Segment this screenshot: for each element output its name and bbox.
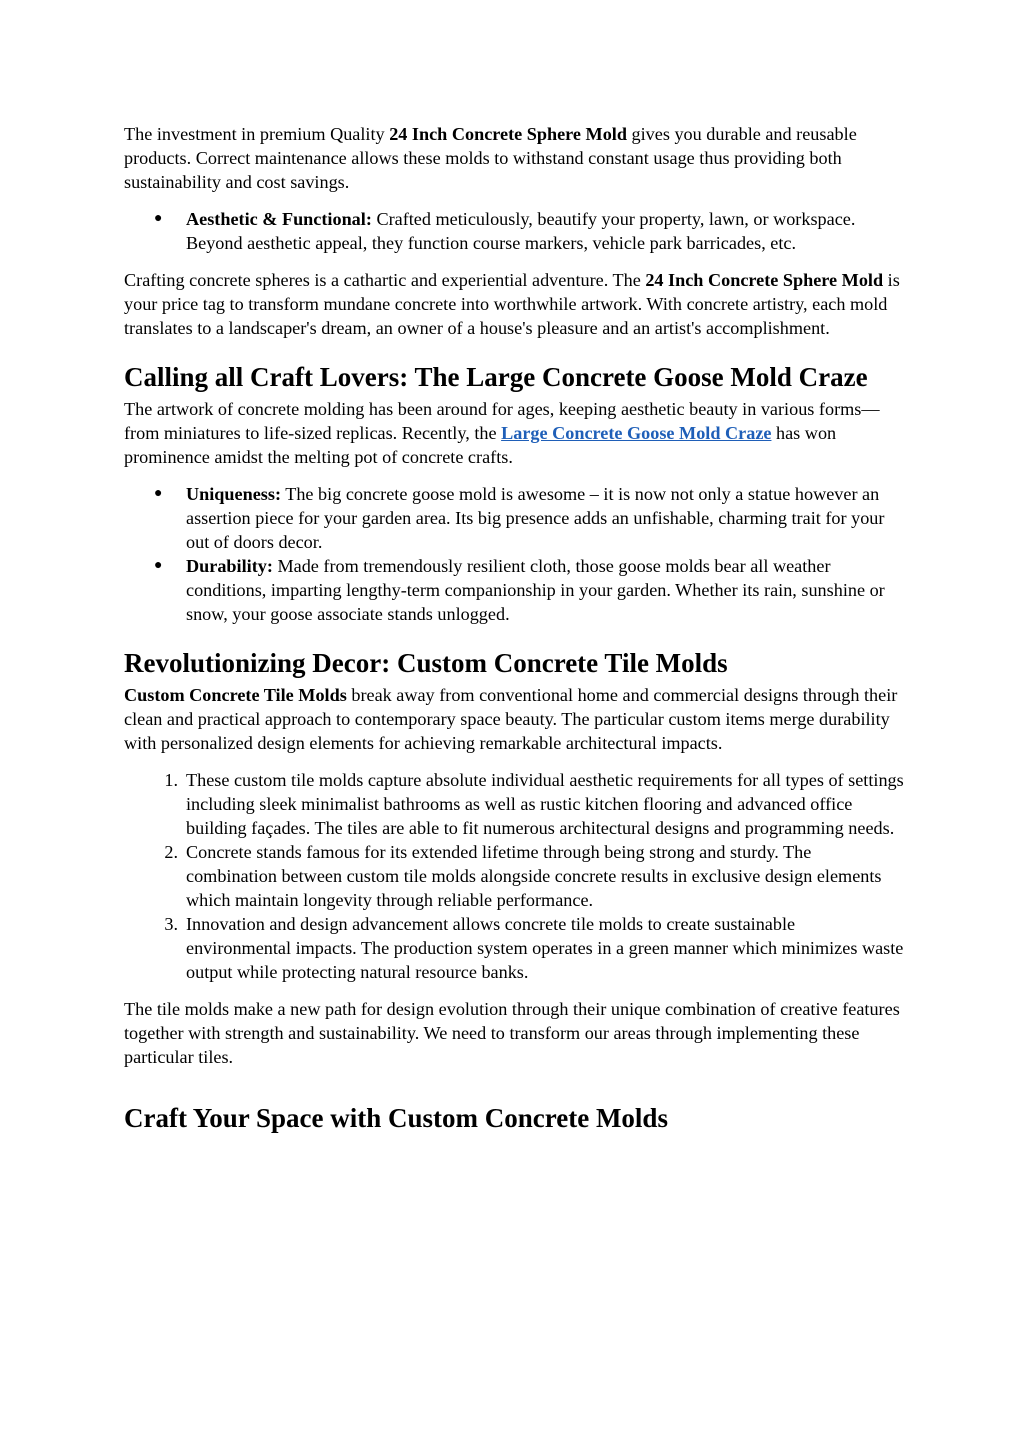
list-item [124, 554, 904, 626]
bold-product-name: Custom Concrete Tile Molds [124, 685, 347, 705]
list-number: 2. [164, 842, 178, 862]
list-text: Innovation and design advancement allows concrete tile molds to create sustainable environmental impacts. The production system operates in a green manner which minimizes waste output while protecting natural resource banks. [186, 914, 904, 982]
bold-product-name: 24 Inch Concrete Sphere Mold [645, 270, 884, 290]
list-number: 1. [164, 770, 178, 790]
text-span: gives you durable and reusable products. Correct maintenance allows these molds to withstand constant usage thus providing both sustainability and cost savings. [124, 124, 857, 192]
bullet-text: Made from tremendously resilient cloth, those goose molds bear all weather conditions, imparting lengthy-term companionship in your garden. Whether its rain, sunshine or snow, your goose associate stands unlogged. [186, 556, 885, 624]
text-span: is your price tag to transform mundane concrete into worthwhile artwork. With concrete artistry, each mold translates to a landscaper's dream, an owner of a house's pleasure and an artist's accomplishment. [124, 270, 900, 338]
list-item [124, 840, 904, 912]
text-span: The artwork of concrete molding has been around for ages, keeping aesthetic beauty in various forms— from miniatures to life-sized replicas. Recently, the [124, 399, 880, 443]
list-item [124, 207, 904, 255]
bullet-icon: ● [154, 211, 163, 226]
heading-goose: Calling all Craft Lovers: The Large Concrete Goose Mold Craze [124, 362, 868, 392]
list-number: 3. [164, 914, 178, 934]
text-span: The investment in premium Quality [124, 124, 390, 144]
goose-bullet-list [124, 482, 904, 626]
goose-paragraph [124, 397, 904, 469]
goose-mold-link[interactable]: Large Concrete Goose Mold Craze [501, 423, 772, 443]
bullet-text: Crafted meticulously, beautify your property, lawn, or workspace. Beyond aesthetic appeal, they function course markers, vehicle park barricades, etc. [186, 209, 856, 253]
text-span: has won prominence amidst the melting pot of concrete crafts. [124, 423, 837, 467]
bullet-icon: ● [154, 558, 163, 573]
list-item [124, 912, 904, 984]
list-item [124, 482, 904, 554]
bullet-label: Durability: [186, 556, 273, 576]
intro-paragraph-2 [124, 268, 904, 340]
bold-product-name: 24 Inch Concrete Sphere Mold [389, 124, 627, 144]
text-span: break away from conventional home and commercial designs through their clean and practical approach to contemporary space beauty. The particular custom items merge durability with personalized design elements for achieving remarkable architectural impacts. [124, 685, 898, 753]
document-page [124, 122, 904, 1138]
bullet-icon: ● [154, 486, 163, 501]
intro-bullet-list [124, 207, 904, 255]
intro-paragraph-1 [124, 122, 904, 194]
bullet-label: Aesthetic & Functional: [186, 209, 372, 229]
list-item [124, 768, 904, 840]
text-span: Crafting concrete spheres is a cathartic and experiential adventure. The [124, 270, 646, 290]
list-text: These custom tile molds capture absolute individual aesthetic requirements for all types of settings including sleek minimalist bathrooms as well as rustic kitchen flooring and advanced office building façades. The tiles are able to fit numerous architectural designs and programming needs. [186, 770, 904, 838]
tile-numbered-list [124, 768, 904, 984]
tile-paragraph-2: The tile molds make a new path for design evolution through their unique combination of creative features together with strength and sustainability. We need to transform our areas through implementing these particular tiles. [124, 999, 900, 1067]
tile-paragraph-1 [124, 683, 904, 755]
bullet-text: The big concrete goose mold is awesome – it is now not only a statue however an assertion piece for your garden area. Its big presence adds an unfishable, charming trait for your out of doors decor. [186, 484, 885, 552]
list-text: Concrete stands famous for its extended lifetime through being strong and sturdy. The combination between custom tile molds alongside concrete results in exclusive design elements which maintain longevity through reliable performance. [186, 842, 882, 910]
heading-tile: Revolutionizing Decor: Custom Concrete Tile Molds [124, 648, 728, 678]
bullet-label: Uniqueness: [186, 484, 282, 504]
heading-craft: Craft Your Space with Custom Concrete Molds [124, 1103, 668, 1133]
